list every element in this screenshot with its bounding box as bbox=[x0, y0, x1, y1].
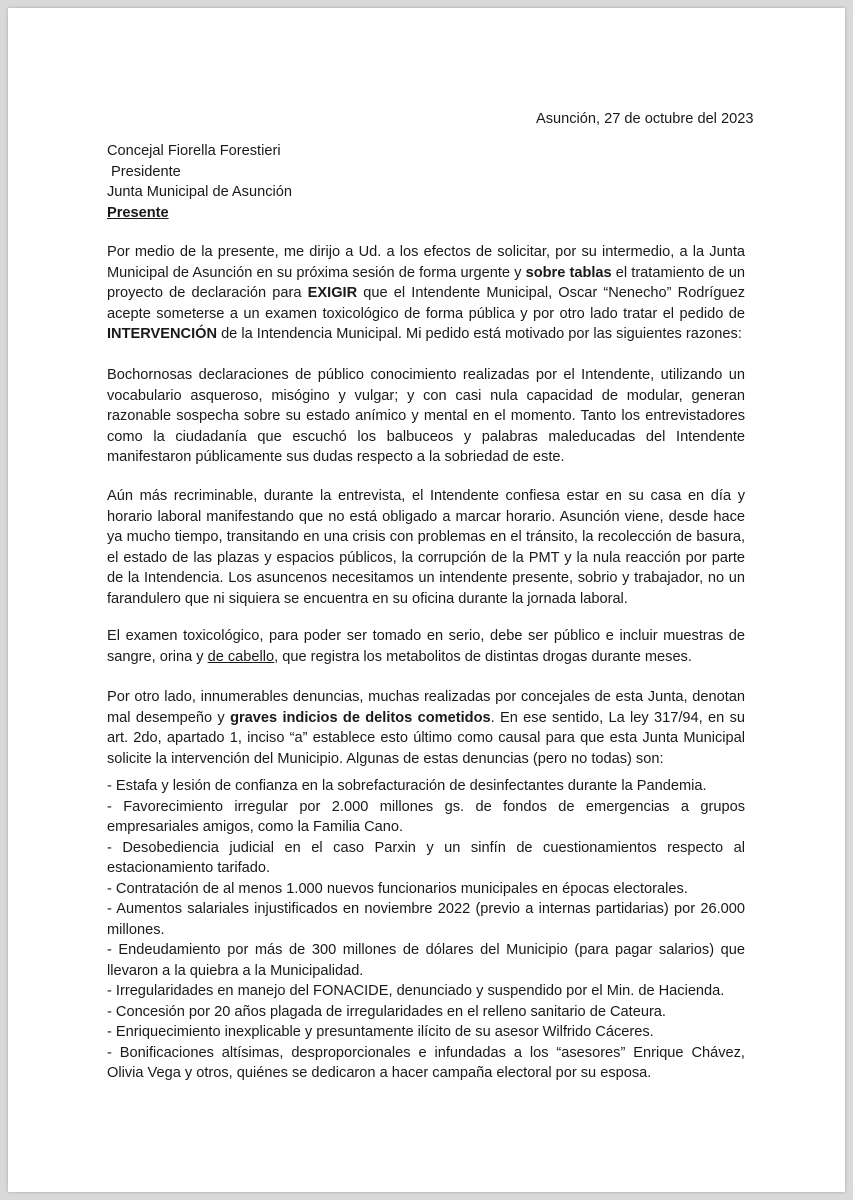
denuncias-text-1: Por otro lado, innumerables denuncias, muchas realizadas por concejales de esta Junta, denotan mal desempeño y bbox=[107, 689, 745, 726]
paragraph-declaraciones bbox=[107, 365, 745, 468]
paragraph-recriminable bbox=[107, 486, 745, 609]
intro-text-1: Por medio de la presente, me dirijo a Ud. a los efectos de solicitar, por su intermedio, a la Junta Municipal de Asunción en su próxima sesión de forma urgente y bbox=[107, 244, 745, 281]
intro-bold-sobre-tablas: sobre tablas bbox=[525, 264, 612, 281]
recipient-block bbox=[107, 141, 292, 223]
recipient-institution: Junta Municipal de Asunción bbox=[107, 184, 292, 200]
examen-text-2: , que registra los metabolitos de distintas drogas durante meses. bbox=[274, 648, 692, 665]
intro-text-2: el tratamiento de un proyecto de declaración para bbox=[107, 264, 745, 301]
list-item: - Contratación de al menos 1.000 nuevos funcionarios municipales en épocas electorales. bbox=[107, 880, 688, 897]
denuncias-list bbox=[107, 776, 745, 1084]
intro-text-4: de la Intendencia Municipal. Mi pedido está motivado por las siguientes razones: bbox=[217, 326, 742, 342]
paragraph-intro bbox=[107, 242, 745, 345]
examen-underlined-cabello: de cabello bbox=[207, 648, 275, 665]
recipient-name: Concejal Fiorella Forestieri bbox=[107, 143, 281, 159]
paragraph-examen bbox=[107, 626, 745, 667]
list-item: - Favorecimiento irregular por 2.000 millones gs. de fondos de emergencias a grupos empresariales amigos, como la Familia Cano. bbox=[107, 798, 745, 835]
denuncias-bold-indicios: graves indicios de delitos cometidos bbox=[230, 709, 491, 726]
paragraph-denuncias bbox=[107, 687, 745, 769]
intro-bold-intervencion: INTERVENCIÓN bbox=[107, 326, 218, 342]
list-item: - Concesión por 20 años plagada de irregularidades en el relleno sanitario de Cateura. bbox=[107, 1003, 666, 1020]
list-item: - Bonificaciones altísimas, desproporcionales e infundadas a los “asesores” Enrique Chávez, Olivia Vega y otros, quiénes se dedicaron a hacer campaña electoral por su esposa. bbox=[107, 1044, 745, 1081]
intro-bold-exigir: EXIGIR bbox=[307, 285, 358, 301]
examen-text-1: El examen toxicológico, para poder ser tomado en serio, debe ser público e incluir muestras de sangre, orina y bbox=[107, 628, 745, 665]
document-page bbox=[8, 8, 845, 1192]
recriminable-text: Aún más recriminable, durante la entrevista, el Intendente confiesa estar en su casa en día y horario laboral manifestando que no está obligado a marcar horario. Asunción viene, desde hace ya mucho tiempo, transitando en una crisis con problemas en el tránsito, la recolección de basura, el estado de las plazas y espacios públicos, la corrupción de la PMT y la nula reacción por parte de la Intendencia. Los asuncenos necesitamos un intendente presente, sobrio y trabajador, no un farandulero que ni siquiera se encuentra en su oficina durante la jornada laboral. bbox=[107, 488, 745, 607]
list-item: - Irregularidades en manejo del FONACIDE, denunciado y suspendido por el Min. de Hacienda. bbox=[107, 983, 725, 999]
letter-date: Asunción, 27 de octubre del 2023 bbox=[536, 111, 754, 127]
list-item: - Aumentos salariales injustificados en noviembre 2022 (previo a internas partidarias) por 26.000 millones. bbox=[107, 901, 745, 938]
list-item: - Estafa y lesión de confianza en la sobrefacturación de desinfectantes durante la Pandemia. bbox=[107, 778, 707, 794]
list-item: - Desobediencia judicial en el caso Parxin y un sinfín de cuestionamientos respecto al estacionamiento tarifado. bbox=[107, 839, 745, 876]
denuncias-text-2: . En ese sentido, La ley 317/94, en su art. 2do, apartado 1, inciso “a” establece esto último como causal para que esta Junta Municipal solicite la intervención del Municipio. Algunas de estas denuncias (pero no todas) son: bbox=[107, 709, 745, 767]
declaraciones-text: Bochornosas declaraciones de público conocimiento realizadas por el Intendente, utilizando un vocabulario asqueroso, misógino y vulgar; y con casi nula capacidad de modular, generan razonable sospecha sobre su estado anímico y mental en el momento. Tanto los entrevistadores como la ciudadanía que escuchó los balbuceos y palabras maleducadas del Intendente manifestaron públicamente sus dudas respecto a la sobriedad de este. bbox=[107, 367, 745, 465]
recipient-title: Presidente bbox=[111, 163, 181, 180]
list-item: - Enriquecimiento inexplicable y presuntamente ilícito de su asesor Wilfrido Cáceres. bbox=[107, 1024, 654, 1040]
recipient-presente: Presente bbox=[107, 204, 169, 221]
list-item: - Endeudamiento por más de 300 millones de dólares del Municipio (para pagar salarios) que llevaron a la quiebra a la Municipalidad. bbox=[107, 942, 745, 979]
intro-text-3: que el Intendente Municipal, Oscar “Nenecho” Rodríguez acepte someterse a un examen toxicológico de forma pública y por otro lado tratar el pedido de bbox=[107, 285, 745, 322]
